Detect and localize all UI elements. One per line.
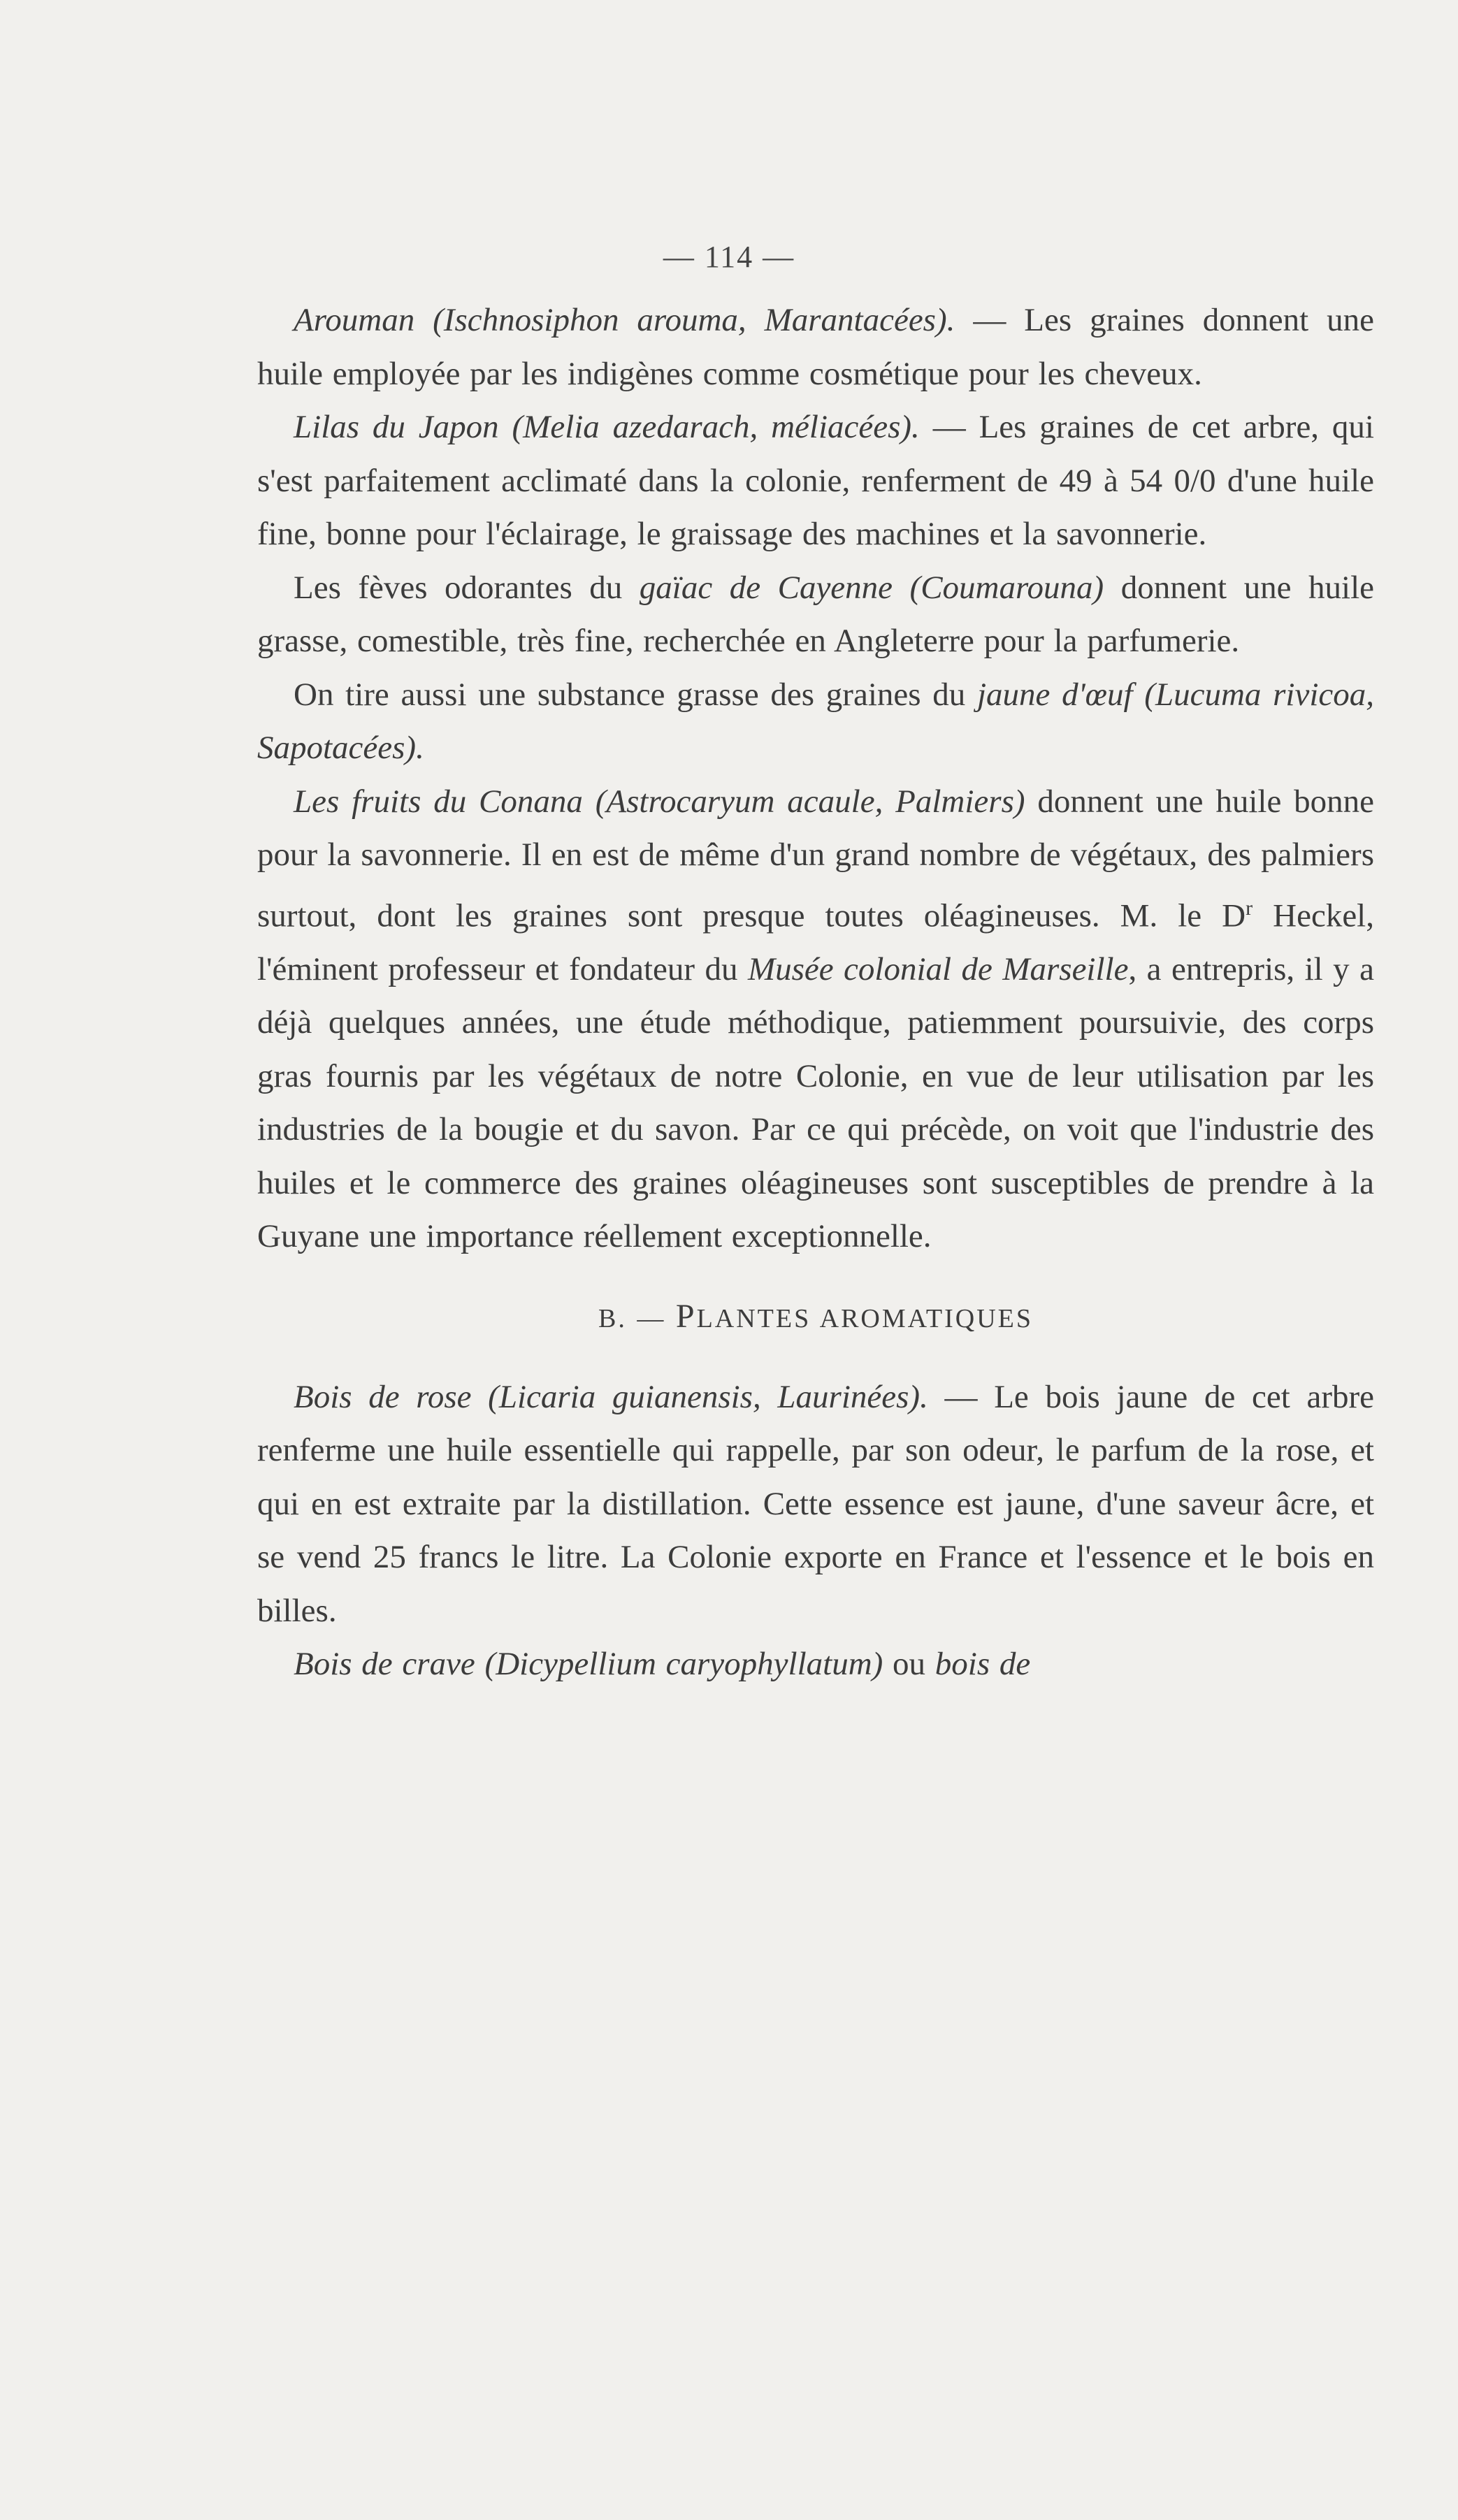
page-number: — 114 — xyxy=(663,240,795,274)
paragraph-text: ou xyxy=(883,1646,935,1683)
paragraph-feves-odorantes xyxy=(257,561,1374,668)
paragraph-jaune-d-oeuf xyxy=(257,668,1374,775)
paragraph-text: , a entrepris, il y a déjà quelques années, une étude méthodique, patiemment poursuivie, des corps gras fournis par les végétaux de notre Colonie, en vue de leur utilisation par les industries de la bougie et du savon. Par ce qui précède, on voit que l'industrie des huiles et le commerce des graines oléagineuses sont susceptibles de prendre à la Guyane une importance réellement exceptionnelle. xyxy=(257,950,1374,1255)
paragraph-conana xyxy=(257,775,1374,1263)
plant-name-jaune-d-oeuf: jaune d'œuf (Lucuma rivicoa, Sapotacées). xyxy=(257,676,1374,766)
museum-name: Musée colonial de Marseille xyxy=(747,950,1129,987)
section-prefix: B. — xyxy=(598,1303,676,1333)
paragraph-text: donnent une huile grasse, comestible, très fine, recherchée en Angleterre pour la parfumerie. xyxy=(257,569,1374,659)
plant-name-conana: Les fruits du Conana (Astrocaryum acaule, Palmiers) xyxy=(294,783,1025,820)
section-title: LANTES AROMATIQUES xyxy=(696,1303,1033,1333)
plant-name-bois-de-rose: Bois de rose (Licaria guianensis, Laurinées). xyxy=(294,1378,928,1415)
plant-name-bois-de-crave: Bois de crave (Dicypellium caryophyllatum) xyxy=(294,1646,883,1683)
paragraph-text: Les fèves odorantes du xyxy=(294,569,640,606)
paragraph-bois-de-rose xyxy=(257,1370,1374,1638)
plant-name-continued: bois de xyxy=(934,1646,1031,1683)
plant-name-gaiac: gaïac de Cayenne (Coumarouna) xyxy=(639,569,1104,606)
paragraph-text: On tire aussi une substance grasse des graines du xyxy=(294,676,977,713)
paragraph-text: donnent une huile bonne pour la savonnerie. Il en est de même d'un grand nombre de végétaux, des palmiers surtout, dont les graines sont presque toutes oléagineuses. M. le D xyxy=(257,783,1374,934)
paragraph-text: — Les graines donnent une huile employée par les indigènes comme cosmétique pour les cheveux. xyxy=(257,302,1374,392)
paragraph-bois-de-crave xyxy=(257,1637,1374,1691)
section-heading xyxy=(257,1296,1374,1340)
paragraph-text: — Le bois jaune de cet arbre renferme une huile essentielle qui rappelle, par son odeur, le parfum de la rose, et qui en est extraite par la distillation. Cette essence est jaune, d'une saveur âcre, et se vend 25 francs le litre. La Colonie exporte en France et l'essence et le bois en billes. xyxy=(257,1378,1374,1629)
paragraph-lilas-du-japon xyxy=(257,400,1374,561)
section-initial: P xyxy=(675,1297,697,1335)
page-body xyxy=(257,294,1374,1691)
paragraph-text: Heckel, l'éminent professeur et fondateur du xyxy=(257,897,1374,987)
superscript-r: r xyxy=(1246,896,1253,920)
plant-name-arouman: Arouman (Ischnosiphon arouma, Marantacées). xyxy=(294,302,955,338)
plant-name-lilas-du-japon: Lilas du Japon (Melia azedarach, méliacées). xyxy=(294,409,920,445)
paragraph-arouman xyxy=(257,294,1374,400)
paragraph-text: — Les graines de cet arbre, qui s'est parfaitement acclimaté dans la colonie, renferment de 49 à 54 0/0 d'une huile fine, bonne pour l'éclairage, le graissage des machines et la savonnerie. xyxy=(257,409,1374,552)
